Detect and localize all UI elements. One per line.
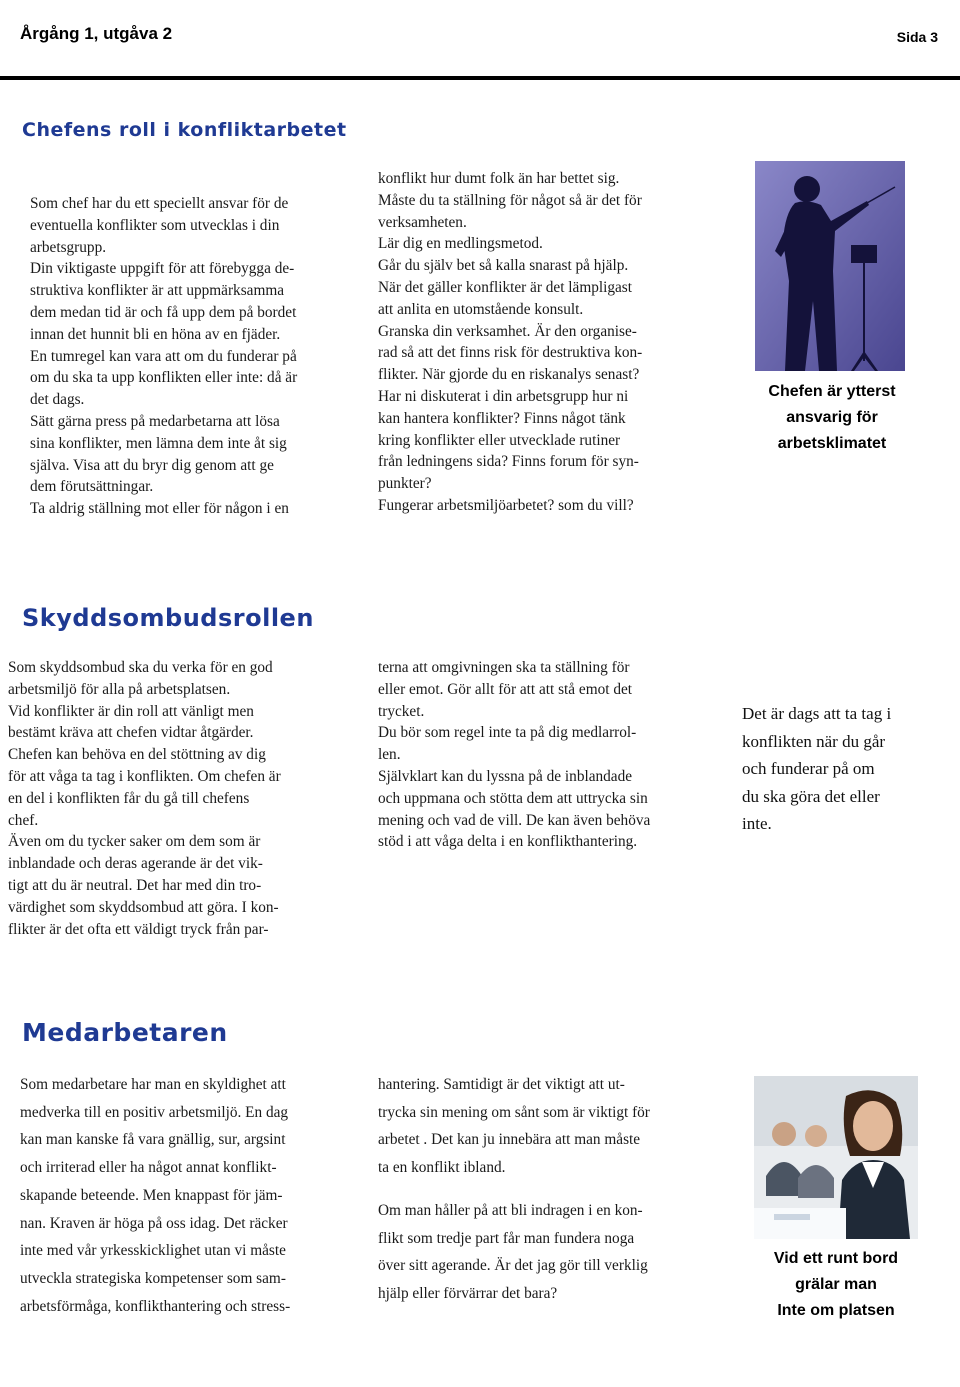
header-page-number: Sida 3 — [896, 29, 938, 45]
header-publication-info: Årgång 1, utgåva 2 — [20, 24, 173, 43]
section2-body-right: terna att omgivningen ska ta ställning för eller emot. Gör allt för att att stå emot det trycket. Du bör som regel inte ta på dig medlarrol- len. Självklart kan du lyssna på de inblandade och uppmana och stötta dem att uttrycka sin mening och vad de vill. De kan även behöva stöd i att våga delta i en konflikthantering. — [378, 659, 651, 851]
meeting-people-photo — [754, 1076, 918, 1239]
section1-caption: Chefen är ytterst ansvarig för arbetsklimatet — [768, 383, 896, 452]
header-divider — [0, 76, 960, 80]
section1-body-right: konflikt hur dumt folk än har bettet sig. Måste du ta ställning för något så är det för verksamheten. Lär dig en medlingsmetod. Går du själv bet så kalla snarast på hjälp. När det gäller konflikter är det lämpligast att anlita en utomstående konsult. Granska din verksamhet. Är den organise- rad så att det finns risk för destruktiva kon- flikter. När gjorde du en riskanalys senast? Har ni diskuterat i din arbetsgrupp hur ni kan hantera konflikter? Finns något tänk kring konflikter eller utvecklade rutiner från ledningens sida? Finns forum för syn- punkter? Fungerar arbetsmiljöarbetet? som du vill? — [378, 170, 643, 514]
section3-body-left: Som medarbetare har man en skyldighet att medverka till en positiv arbetsmiljö. En dag kan man kanske få vara gnällig, sur, argsint och irriterad eller ha något annat konflikt- skapande beteende. Men knappast för jäm- nan. Kraven är höga på oss idag. Det räcker inte med vår yrkesskicklighet utan vi måste utveckla strategiska kompetenser som sam- arbetsförmåga, konflikthantering och stress- — [20, 1076, 291, 1315]
section2-column-right — [378, 657, 718, 853]
section3-body-right-p2: Om man håller på att bli indragen i en kon- flikt som tredje part får man fundera noga över sitt agerande. Är det jag gör till verklig hjälp eller förvärrar det bara? — [378, 1201, 648, 1302]
section3-column-left — [20, 1071, 360, 1320]
section1-column-right — [378, 168, 718, 517]
section1-column-left — [30, 193, 360, 520]
section3-caption: Vid ett runt bord grälar man Inte om platsen — [773, 1250, 899, 1319]
section1-body-left: Som chef har du ett speciellt ansvar för de eventuella konflikter som utvecklas i din arbetsgrupp. Din viktigaste uppgift för att förebygga de- struktiva konflikter är att uppmärksamma dem medan tid är och få upp dem på bordet innan det hunnit bli en höna av en fjäder. En tumregel kan vara att om du funderar på om du ska ta upp konflikten eller inte: då är det dags. Sätt gärna press på medarbetarna att lösa sina konflikter, men lämna dem inte åt sig själva. Visa att du bryr dig genom att ge dem förutsättningar. Ta aldrig ställning mot eller för någon i en — [30, 195, 298, 518]
section-title-chefens-roll: Chefens roll i konfliktarbetet — [22, 119, 347, 141]
section2-body-left: Som skyddsombud ska du verka för en god arbetsmiljö för alla på arbetsplatsen. Vid konflikter är din roll att vänligt men bestämt kräva att chefen vidtar åtgärder. Chefen kan behöva en del stöttning av dig för att våga ta tag i konflikten. Om chefen är en del i konflikten får du gå till chefens chef. Även om du tycker saker om dem som är inblandade och deras agerande är det vik- tigt att du är neutral. Det har med din tro- värdighet som skyddsombud att göra. I kon- flikter är det ofta ett väldigt tryck från par- — [8, 659, 281, 938]
section-title-medarbetaren: Medarbetaren — [22, 1018, 228, 1047]
conductor-silhouette-image — [755, 161, 905, 371]
section-title-skyddsombudsrollen: Skyddsombudsrollen — [22, 604, 314, 632]
section2-column-left — [8, 657, 348, 940]
section2-pull-quote: Det är dags att ta tag i konflikten när du går och funderar på om du ska göra det eller inte. — [742, 704, 892, 834]
section3-column-right — [378, 1071, 718, 1308]
section3-body-right-p1: hantering. Samtidigt är det viktigt att ut- trycka sin mening om sånt som är viktigt för arbetet . Det kan ju innebära att man måste ta en konflikt ibland. — [378, 1076, 650, 1177]
